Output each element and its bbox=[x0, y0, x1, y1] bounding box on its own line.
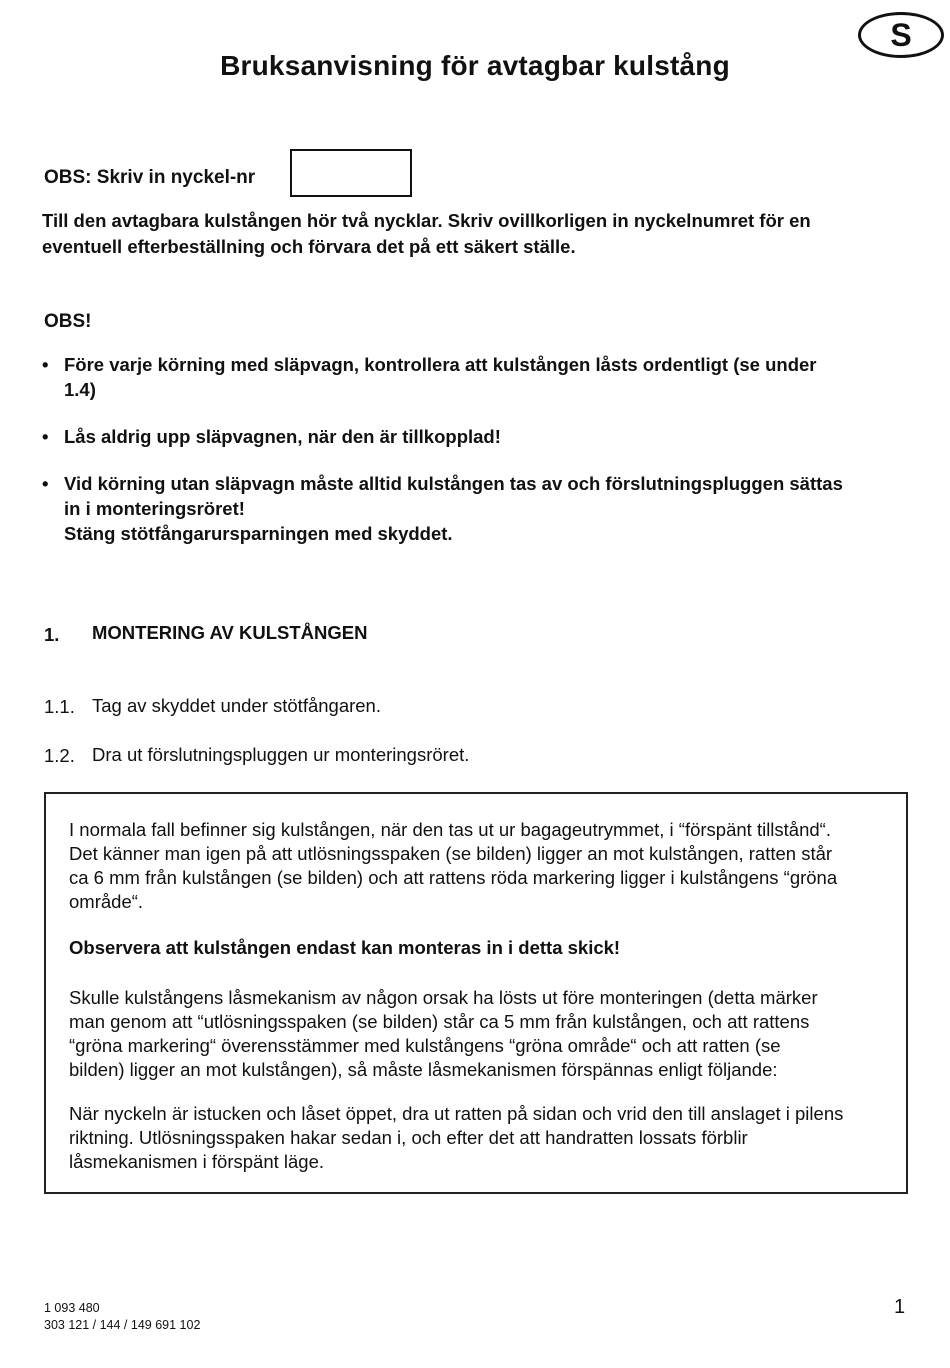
intro-paragraph bbox=[42, 208, 912, 260]
info-line: I normala fall befinner sig kulstången, när den tas ut ur bagageutrymmet, i “förspänt tillstånd“. bbox=[69, 819, 831, 840]
obs-heading: OBS! bbox=[44, 311, 92, 332]
info-line: riktning. Utlösningsspaken hakar sedan i, och efter det att handratten lossats förblir bbox=[69, 1127, 748, 1148]
info-line: område“. bbox=[69, 891, 144, 912]
list-item-line: Före varje körning med släpvagn, kontrollera att kulstången låsts ordentligt (se under bbox=[64, 354, 817, 375]
step-number: 1.1. bbox=[44, 696, 75, 717]
info-box bbox=[44, 792, 908, 1194]
list-item-line: 1.4) bbox=[64, 379, 96, 400]
bullet-marker: • bbox=[42, 426, 49, 447]
info-line: Det känner man igen på att utlösningsspaken (se bilden) ligger an mot kulstången, ratten står bbox=[69, 843, 833, 864]
section-title: MONTERING AV KULSTÅNGEN bbox=[92, 622, 368, 643]
intro-line: Till den avtagbara kulstången hör två nycklar. Skriv ovillkorligen in nyckelnumret för en bbox=[42, 210, 811, 231]
list-item-line: Stäng stötfångarursparningen med skyddet. bbox=[64, 523, 453, 544]
language-badge-label: S bbox=[890, 16, 912, 53]
info-line: När nyckeln är istucken och låset öppet, dra ut ratten på sidan och vrid den till anslaget i pilens bbox=[69, 1103, 844, 1124]
warning-list bbox=[42, 352, 912, 568]
list-item-line: in i monteringsröret! bbox=[64, 498, 245, 519]
info-line: man genom att “utlösningsspaken (se bilden) står ca 5 mm från kulstången, och att rattens bbox=[69, 1011, 810, 1032]
page-title: Bruksanvisning för avtagbar kulstång bbox=[220, 50, 730, 81]
document-code: 1 093 480 bbox=[44, 1301, 100, 1315]
intro-line: eventuell efterbeställning och förvara det på ett säkert ställe. bbox=[42, 236, 576, 257]
part-numbers: 303 121 / 144 / 149 691 102 bbox=[44, 1318, 201, 1332]
step-text: Dra ut förslutningspluggen ur monteringsröret. bbox=[92, 744, 470, 765]
info-line: Skulle kulstångens låsmekanism av någon orsak ha lösts ut före monteringen (detta märker bbox=[69, 987, 818, 1008]
section-number: 1. bbox=[44, 624, 60, 645]
list-item-line: Lås aldrig upp släpvagnen, när den är tillkopplad! bbox=[64, 426, 501, 447]
list-item bbox=[42, 471, 912, 546]
info-line: “gröna markering“ överensstämmer med kulstångens “gröna område“ och att ratten (se bbox=[69, 1035, 781, 1056]
info-line: låsmekanismen i förspänt läge. bbox=[69, 1151, 325, 1172]
key-number-box bbox=[290, 149, 412, 197]
info-emphasis: Observera att kulstången endast kan monteras in i detta skick! bbox=[69, 937, 621, 958]
bullet-marker: • bbox=[42, 473, 49, 494]
key-number-label: OBS: Skriv in nyckel-nr bbox=[44, 167, 256, 188]
info-paragraph bbox=[69, 1102, 889, 1174]
list-item-line: Vid körning utan släpvagn måste alltid kulstången tas av och förslutningspluggen sättas bbox=[64, 473, 843, 494]
info-paragraph bbox=[69, 818, 889, 914]
bullet-marker: • bbox=[42, 354, 49, 375]
info-line: ca 6 mm från kulstången (se bilden) och att rattens röda markering ligger i kulstångens “gröna bbox=[69, 867, 838, 888]
page-number: 1 bbox=[894, 1296, 906, 1318]
list-item bbox=[42, 424, 912, 449]
info-line: bilden) ligger an mot kulstången), så måste låsmekanismen förspännas enligt följande: bbox=[69, 1059, 778, 1080]
list-item bbox=[42, 352, 912, 402]
step-text: Tag av skyddet under stötfångaren. bbox=[92, 695, 381, 716]
step-number: 1.2. bbox=[44, 745, 75, 766]
info-paragraph bbox=[69, 986, 889, 1082]
